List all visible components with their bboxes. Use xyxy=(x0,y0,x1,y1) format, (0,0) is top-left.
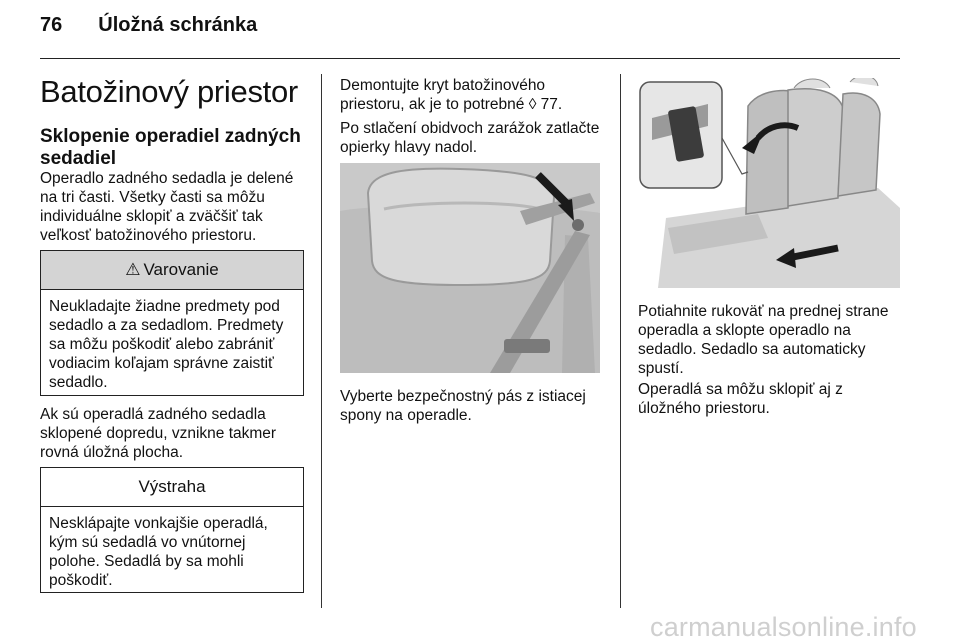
headrest-paragraph: Po stlačení obidvoch zarážok zatlačte opierky hlavy nadol. xyxy=(340,120,600,156)
seatbelt-paragraph: Vyberte bezpečnostný pás z istiacej spony na operadle. xyxy=(340,388,586,424)
cover-removal-paragraph: Demontujte kryt batožinového priestoru, ak je to potrebné ◊ 77. xyxy=(340,77,563,113)
header-divider xyxy=(40,58,900,59)
warning-triangle-icon: ⚠ xyxy=(125,260,141,279)
caution-text: Nesklápajte vonkajšie operadlá, kým sú sedadlá vo vnútornej polohe. Sedadlá by sa mohli poškodiť. xyxy=(49,515,268,589)
subsection-title: Sklopenie operadiel zadných sedadiel xyxy=(40,126,301,169)
caution-title: Výstraha xyxy=(41,468,303,507)
intro-paragraph: Operadlo zadného sedadla je delené na tri časti. Všetky časti sa môžu individuálne sklopiť a zväčšiť tak veľkosť batožinového priestoru. xyxy=(40,170,294,244)
warning-header xyxy=(41,251,303,290)
fold-from-cargo-paragraph: Operadlá sa môžu sklopiť aj z úložného priestoru. xyxy=(638,381,843,417)
page-number: 76 xyxy=(40,14,63,36)
seat-folding-illustration xyxy=(638,78,900,288)
column-divider-2 xyxy=(620,74,621,608)
headrest-seatbelt-illustration xyxy=(340,163,600,373)
warning-box xyxy=(40,250,304,396)
warning-text: Neukladajte žiadne predmety pod sedadlo a za sedadlom. Predmety sa môžu poškodiť alebo zabrániť vodiacim koľajam správne zaistiť sedadlo. xyxy=(49,298,284,391)
flat-surface-paragraph: Ak sú operadlá zadného sedadla sklopené dopredu, vznikne takmer rovná úložná plocha. xyxy=(40,406,277,461)
caution-box xyxy=(40,467,304,593)
watermark: carmanualsonline.info xyxy=(650,612,917,642)
fold-instruction-paragraph: Potiahnite rukoväť na prednej strane operadla a sklopte operadlo na sedadlo. Sedadlo sa automaticky spustí. xyxy=(638,303,889,377)
chapter-title: Úložná schránka xyxy=(98,14,258,36)
page-header xyxy=(40,14,257,37)
section-title: Batožinový priestor xyxy=(40,74,298,109)
warning-title: Varovanie xyxy=(143,260,219,279)
column-divider-1 xyxy=(321,74,322,608)
